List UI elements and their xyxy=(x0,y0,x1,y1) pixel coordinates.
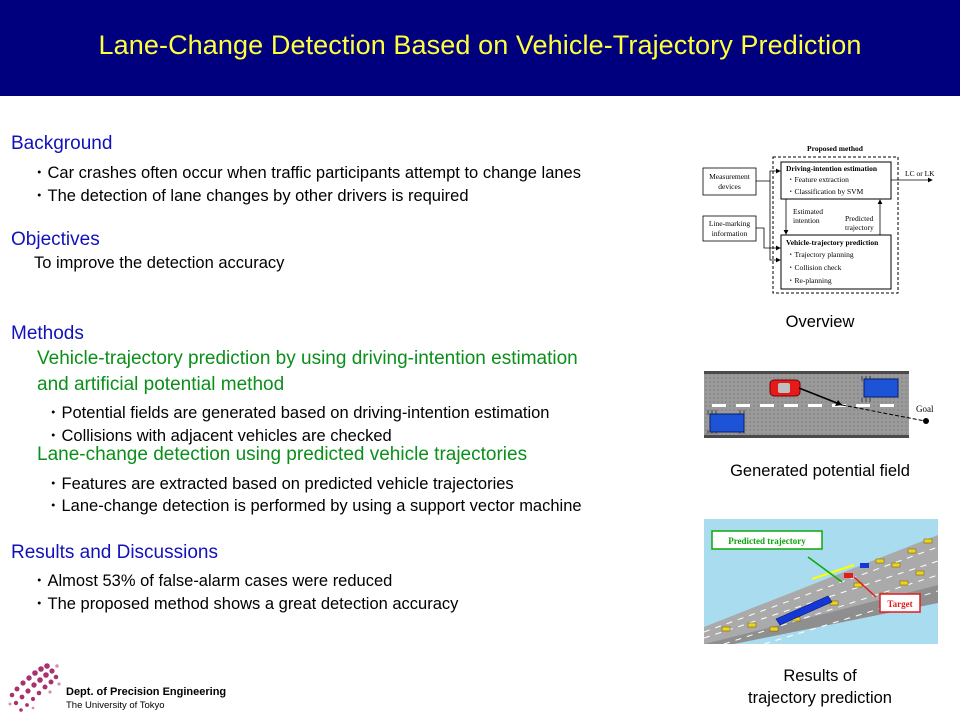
vehicle-rear-blue xyxy=(710,414,744,432)
vtp-item-2: ・Collision check xyxy=(787,263,842,272)
overview-diagram xyxy=(700,140,945,300)
measurement-line1: Measurement xyxy=(709,172,750,181)
target-label: Target xyxy=(887,599,913,609)
methods-sub1-bullet-2: ・Collisions with adjacent vehicles are checked xyxy=(45,427,392,445)
goal-point xyxy=(923,418,929,424)
objectives-heading: Objectives xyxy=(11,229,100,250)
line-marking-line1: Line-marking xyxy=(708,219,751,228)
predicted-trajectory-label: Predicted trajectory xyxy=(728,536,806,546)
die-item-1: ・Feature extraction xyxy=(787,175,849,184)
background-bullet-2: ・The detection of lane changes by other drivers is required xyxy=(31,187,469,205)
slide-title: Lane-Change Detection Based on Vehicle-Trajectory Prediction xyxy=(98,30,862,60)
results-bullet-1: ・Almost 53% of false-alarm cases were reduced xyxy=(31,572,393,590)
background-heading: Background xyxy=(11,133,113,154)
measurement-line2: devices xyxy=(718,182,741,191)
goal-label: Goal xyxy=(916,404,934,414)
dept-logo-icon xyxy=(6,662,62,714)
methods-sub1-line1: Vehicle-trajectory prediction by using driving-intention estimation xyxy=(37,348,578,369)
trajectory-caption-line1: Results of xyxy=(783,667,857,685)
vtp-item-1: ・Trajectory planning xyxy=(787,250,854,259)
potential-field-caption: Generated potential field xyxy=(730,462,910,480)
die-title: Driving-intention estimation xyxy=(786,164,878,173)
logo-university-name: The University of Tokyo xyxy=(66,700,165,711)
predicted-line2: trajectory xyxy=(845,223,874,232)
die-item-2: ・Classification by SVM xyxy=(787,187,864,196)
output-label: LC or LK xyxy=(905,169,935,178)
estimated-line1: Estimated xyxy=(793,207,823,216)
vehicle-front-blue xyxy=(864,379,898,397)
predicted-line1: Predicted xyxy=(845,214,874,223)
proposed-method-label: Proposed method xyxy=(807,144,863,153)
methods-heading: Methods xyxy=(11,323,84,344)
trajectory-caption-line2: trajectory prediction xyxy=(748,689,892,707)
trajectory-caption xyxy=(700,665,940,709)
trajectory-result-figure xyxy=(704,519,938,644)
methods-sub2: Lane-change detection using predicted vehicle trajectories xyxy=(37,444,528,465)
background-bullet-1: ・Car crashes often occur when traffic participants attempt to change lanes xyxy=(31,164,581,182)
vtp-item-3: ・Re-planning xyxy=(787,276,832,285)
results-bullet-2: ・The proposed method shows a great detection accuracy xyxy=(31,595,459,613)
objectives-text: To improve the detection accuracy xyxy=(34,254,285,272)
methods-sub1-line2: and artificial potential method xyxy=(37,374,285,395)
line-marking-line2: information xyxy=(711,229,748,238)
vtp-title: Vehicle-trajectory prediction xyxy=(786,238,879,247)
overview-caption: Overview xyxy=(785,313,855,331)
methods-sub1-bullet-1: ・Potential fields are generated based on driving-intention estimation xyxy=(45,404,550,422)
methods-sub2-bullet-1: ・Features are extracted based on predicted vehicle trajectories xyxy=(45,475,514,493)
estimated-line2: intention xyxy=(793,216,820,225)
results-heading: Results and Discussions xyxy=(11,542,218,563)
target-vehicle xyxy=(844,573,853,578)
methods-sub2-bullet-2: ・Lane-change detection is performed by using a support vector machine xyxy=(45,497,582,515)
potential-field-figure xyxy=(704,368,944,440)
logo-dept-name: Dept. of Precision Engineering xyxy=(66,686,227,698)
title-banner xyxy=(0,0,960,96)
